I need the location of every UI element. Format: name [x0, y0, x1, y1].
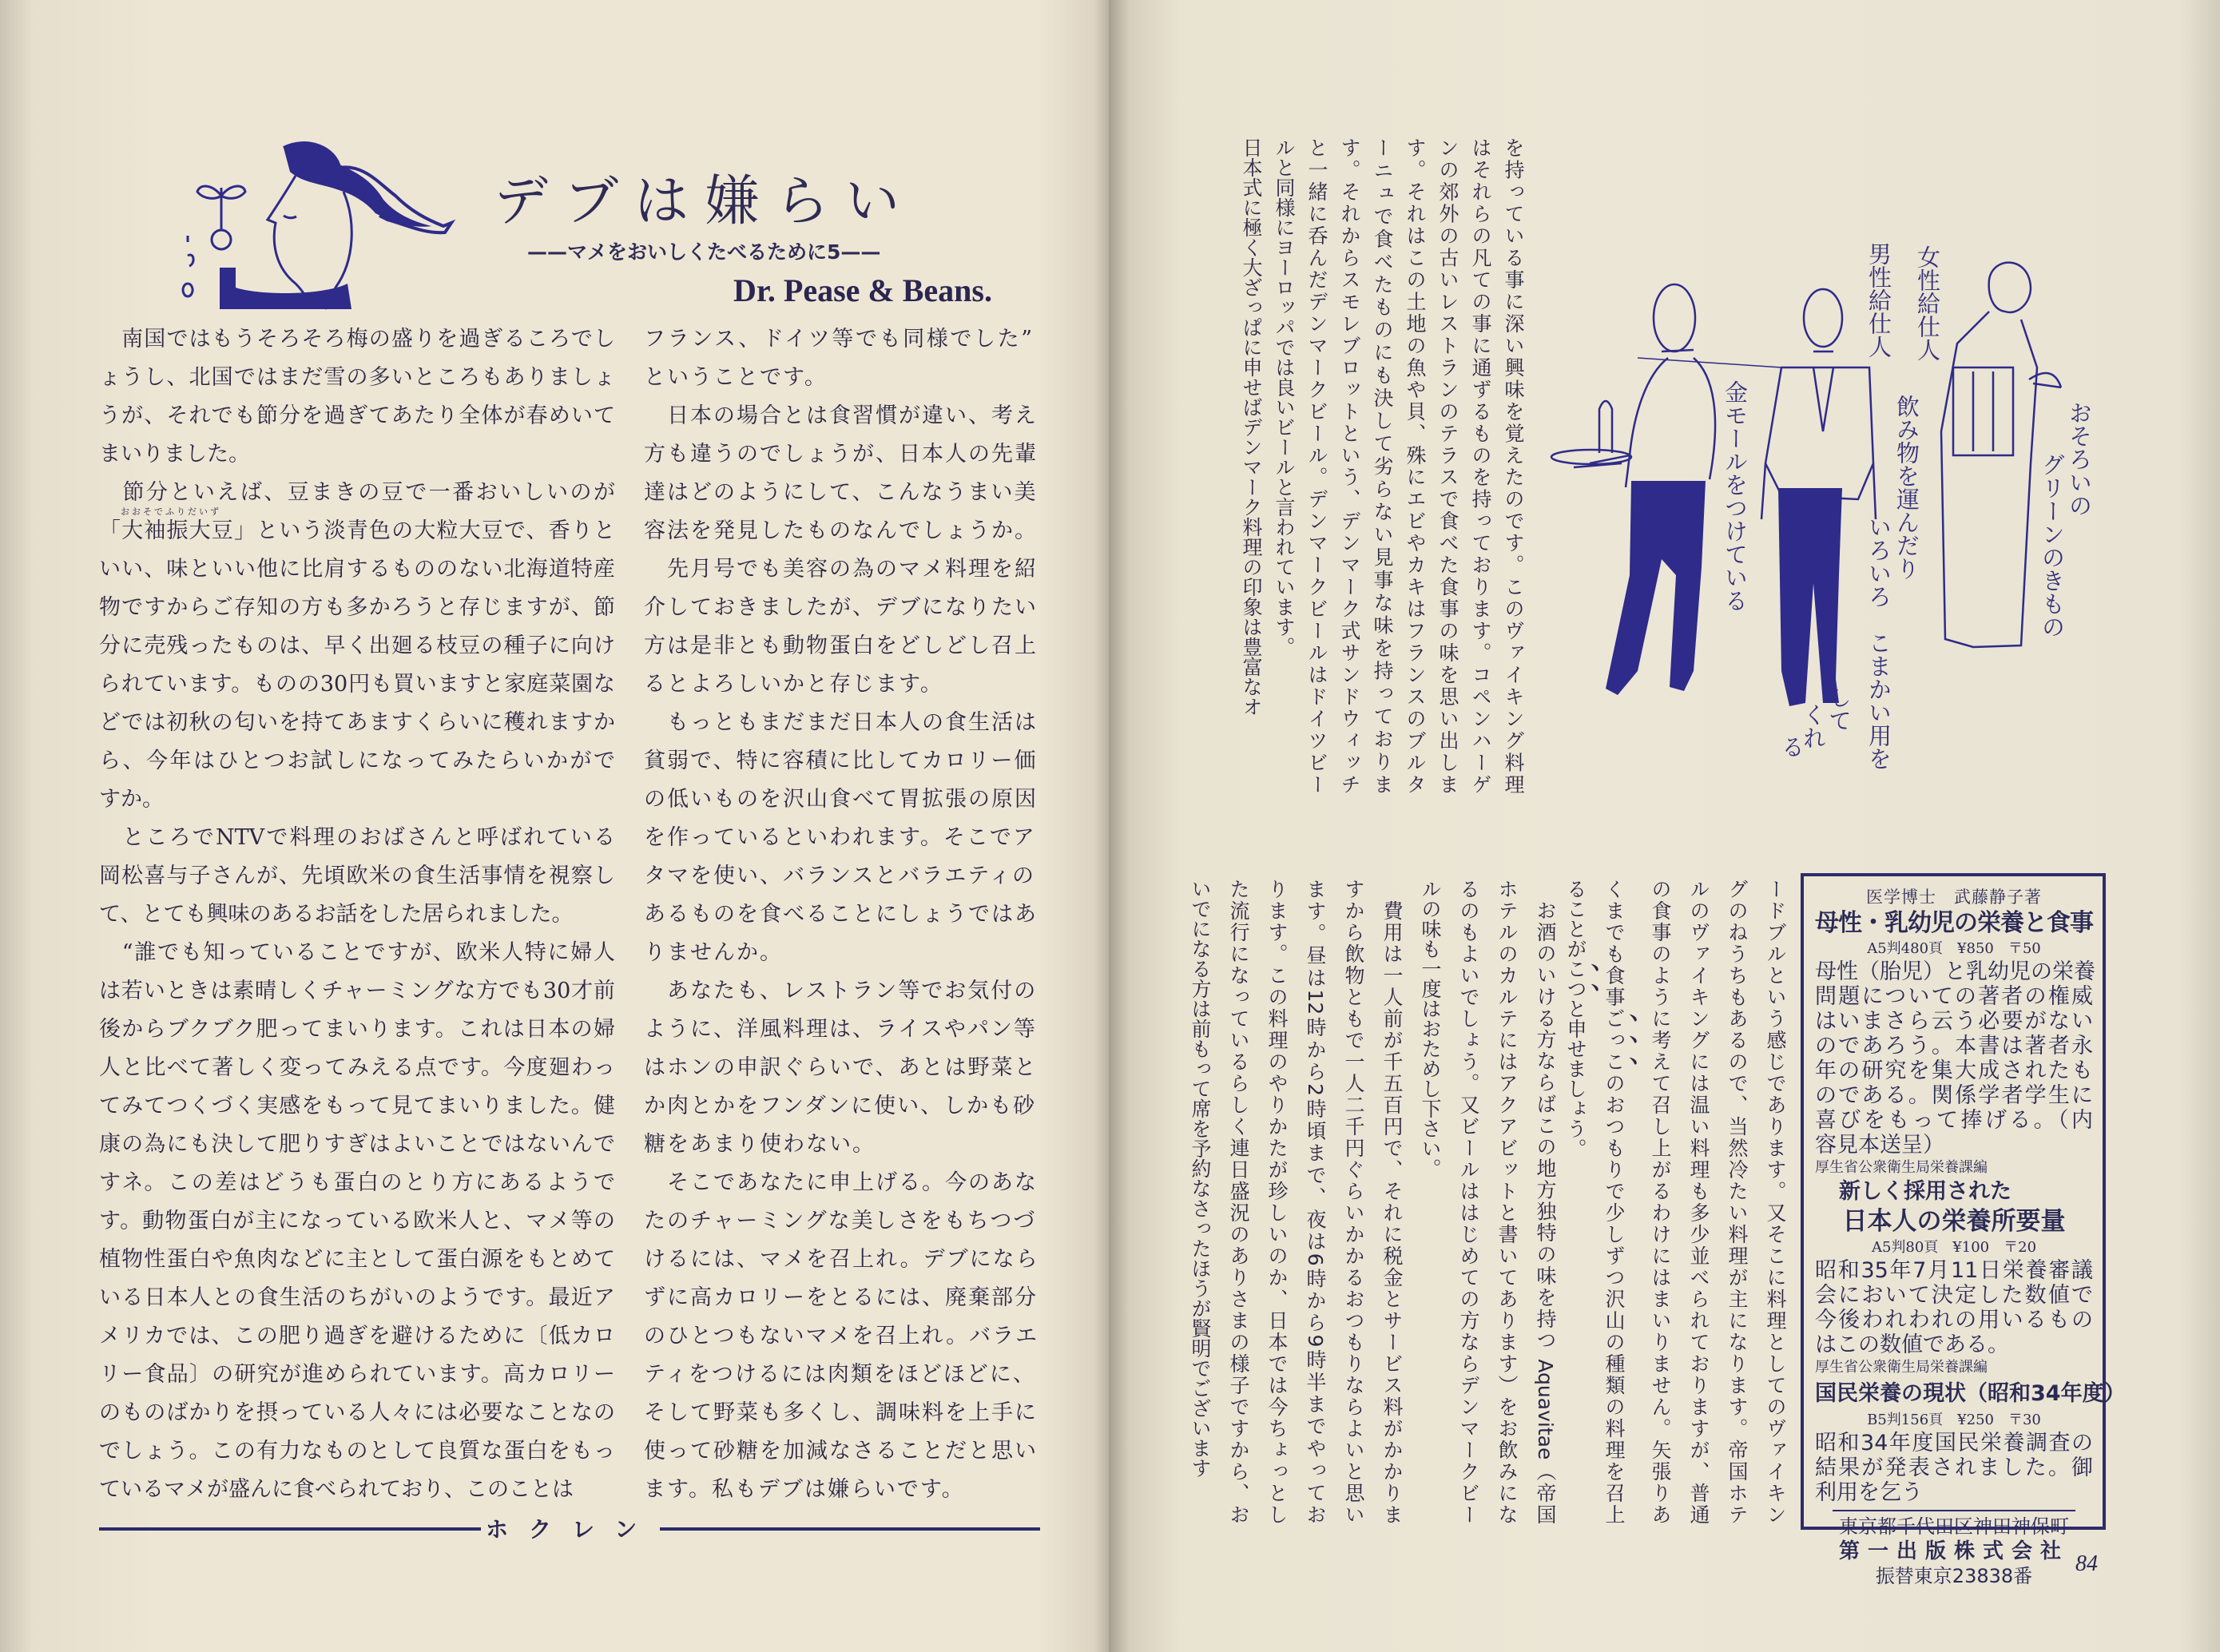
- ad-book1-title: 母性・乳幼児の栄養と食事: [1815, 909, 2093, 937]
- ad-book3-spec: B5判156頁 ¥250 〒30: [1867, 1412, 2041, 1428]
- caption-matching: おそろいの: [2066, 401, 2093, 517]
- text-column: を持っている事に深い興味を覚えたのです。このヴァイキング料理: [1502, 137, 1525, 794]
- text-column: ることがこつと申せましょう。: [1564, 879, 1587, 1158]
- text-column: ーニュで食べたものにも決して劣らない見事な味を持っておりま: [1371, 137, 1394, 794]
- text-line: るとよろしいかと存じます。: [644, 672, 943, 697]
- ad-text-line: 昭和35年7月11日栄養審議: [1815, 1258, 2093, 1283]
- text-column: ードブルという感じであります。又そこに料理としてのヴァイキン: [1764, 879, 1787, 1524]
- ad-text-line: 昭和34年度国民栄養調査の: [1815, 1431, 2093, 1455]
- text-line: すか。: [99, 787, 164, 812]
- caption-various-tasks: いろいろ こまかい用を: [1865, 515, 1892, 770]
- text-line: 先月号でも美容の為のマメ料理を紹: [644, 557, 1038, 582]
- text-line: 人と比べて著しく変ってみえる点です。今度廻わっ: [99, 1055, 615, 1080]
- ad-text-line: 年の研究を集大成されたも: [1815, 1058, 2093, 1083]
- waiter-trousers: [1778, 488, 1842, 706]
- ad-text-line: のである。関係学者学生に: [1815, 1083, 2093, 1108]
- text-line: ティをつけるには肉類をほどほどに、: [644, 1362, 1036, 1387]
- text-line: 節分といえば、豆まきの豆で一番おいしいのが: [99, 480, 615, 505]
- text-column: と一緒に呑んだデンマークビール。デンマークビールはドイツビー: [1305, 137, 1328, 794]
- text-line: 日本の場合とは食習慣が違い、考え: [644, 403, 1038, 428]
- ad-publisher: 第一出版株式会社: [1838, 1539, 2069, 1563]
- text-column-1: [99, 320, 615, 1509]
- text-line: 達はどのようにして、こんなうまい美: [644, 480, 1038, 505]
- ad-address: 東京都千代田区神田神保町: [1839, 1515, 2069, 1538]
- text-line: 康の為にも決して肥りすぎはよいことではないんで: [99, 1132, 615, 1157]
- ad-book2-title: 日本人の栄養所要量: [1842, 1207, 2066, 1236]
- text-line: ということです。: [644, 365, 828, 390]
- caption-carry-drinks: 飲み物を運んだり: [1893, 395, 1920, 580]
- text-line: どでは初秋の匂いを持てあますくらいに穫れますか: [99, 710, 615, 735]
- ad-book1-spec: A5判480頁 ¥850 〒50: [1867, 940, 2041, 957]
- text-line: フランス、ドイツ等でも同様でした”: [644, 327, 1034, 351]
- ad-book2-spec: A5判80頁 ¥100 〒20: [1871, 1239, 2037, 1256]
- text-line: す。動物蛋白が主になっている欧米人と、マメ等の: [99, 1209, 615, 1233]
- text-line: のものばかりを摂っている人々には必要なことなの: [99, 1400, 615, 1425]
- vertical-text-bottom: [1181, 879, 1794, 1524]
- ad-editor: 厚生省公衆衛生局栄養課編: [1815, 1359, 1988, 1376]
- vertical-text-top: [1235, 137, 1530, 794]
- text-line: 物ですからご存知の方も多かろうと存じますが、節: [99, 595, 615, 620]
- footer-sponsor: ホクレン: [486, 1516, 658, 1543]
- text-line: もっともまだまだ日本人の食生活は: [644, 710, 1038, 735]
- text-column: す。それからスモレブロットという、デンマーク式サンドウィッチ: [1338, 137, 1361, 794]
- text-column: くまでも食事ごっこのおつもりで少しずつ沢山の種類の料理を召上: [1602, 879, 1626, 1524]
- text-line: 方も違うのでしょうが、日本人の先輩: [644, 442, 1038, 467]
- ad-text-line: 容見本送呈）: [1815, 1133, 1944, 1158]
- text-line: の低いものを沢山食べて胃拡張の原因: [644, 787, 1038, 812]
- text-column: ホテルのカルテにはアクアビットと書いてあります）をお飲みにな: [1495, 879, 1519, 1524]
- text-column: ルのヴァイキングには温い料理も多少並べられておりますが、普通: [1687, 879, 1710, 1524]
- text-line: 「大袖振大豆」という淡青色の大粒大豆で、香りと: [99, 518, 615, 543]
- text-line: のひとつもないマメを召上れ。バラエ: [644, 1324, 1039, 1348]
- text-line: 南国ではもうそろそろ梅の盛りを過ぎるころでし: [99, 327, 615, 351]
- caption-shite: して: [1825, 685, 1853, 732]
- text-line: か肉とかをフンダンに使い、しかも砂: [644, 1094, 1037, 1118]
- text-line: タマを使い、バランスとバラエティの: [644, 864, 1036, 888]
- text-line: て、とても興味のあるお話をした居られました。: [99, 902, 574, 927]
- waiter-with-tray-drawing: [1551, 284, 1715, 487]
- text-line: ところでNTVで料理のおばさんと呼ばれている: [99, 825, 615, 850]
- caption-green-kimono: グリーンのきもの: [2039, 453, 2066, 638]
- text-column: ルの味も一度はおためし下さい。: [1419, 879, 1442, 1178]
- text-column: お酒のいける方ならばこの地方独特の味を持つ Aquavitae（帝国: [1534, 879, 1557, 1524]
- page-number: 84: [2075, 1551, 2098, 1576]
- text-line: 貧弱で、特に容積に比してカロリー価: [644, 749, 1038, 773]
- text-column: るのもよいでしょう。又ビールははじめての方ならデンマークビー: [1457, 879, 1480, 1524]
- ad-author: 医学博士 武藤静子著: [1866, 888, 2042, 907]
- waiter-trousers: [1606, 481, 1706, 695]
- text-column-2: [644, 320, 1039, 1509]
- text-line: すネ。この差はどうも蛋白のとり方にあるようで: [99, 1170, 615, 1195]
- text-column: た流行になっているらしく連日盛況のありさまの様子ですから、お: [1227, 879, 1250, 1524]
- text-line: を作っているといわれます。そこでア: [644, 825, 1036, 850]
- ad-text-line: のであろう。本書は著者永: [1815, 1034, 2093, 1058]
- text-line: は若いときは素晴しくチャーミングな方でも30才前: [99, 979, 615, 1003]
- article-author: Dr. Pease & Beans.: [733, 272, 992, 308]
- text-line: ら、今年はひとつお試しになってみたらいかがで: [99, 749, 615, 773]
- ruby-reading: おおそでふりだいず: [121, 506, 221, 517]
- text-line: でしょう。この有力なものとして良質な蛋白をもっ: [99, 1439, 615, 1463]
- ad-text-line: 会において決定した数値で: [1815, 1283, 2093, 1308]
- text-line: メリカでは、この肥り過ぎを避けるために〔低カロ: [99, 1324, 615, 1348]
- text-line: あなたも、レストラン等でお気付の: [644, 979, 1038, 1003]
- text-line: はホンの申訳ぐらいで、あとは野菜と: [644, 1055, 1038, 1080]
- ad-text-line: 利用を乞う: [1815, 1480, 1923, 1505]
- text-column: の食事のように考えて召し上がるわけにはまいりません。矢張りあ: [1649, 879, 1672, 1524]
- text-line: いい、味といい他に比肩するもののない北海道特産: [99, 557, 615, 582]
- caption-female-waiter: 女性給仕人: [1914, 245, 1941, 361]
- text-line: そして野菜も多くし、調味料を上手に: [644, 1400, 1038, 1425]
- text-column: すから飲物ともで一人二千円ぐらいかかるおつもりならよいと思い: [1342, 879, 1365, 1524]
- text-column: グのねうちもあるので、当然冷たい料理が主になります。帝国ホテ: [1726, 879, 1749, 1524]
- article-title: デブは嫌らい: [494, 170, 916, 233]
- text-column: ルと同様にヨーロッパでは良いビールと言われています。: [1273, 137, 1296, 657]
- waiters-illustration: [1542, 224, 2117, 783]
- text-line: そこであなたに申上げる。今のあな: [644, 1170, 1038, 1195]
- ad-text-line: はこの数値である。: [1815, 1332, 2009, 1357]
- handwritten-captions: [1722, 242, 2093, 770]
- ad-text-line: 母性（胎児）と乳幼児の栄養: [1815, 959, 2095, 984]
- text-line: りませんか。: [644, 940, 783, 965]
- text-line: 方は是非とも動物蛋白をどしどし召上: [644, 633, 1038, 658]
- text-column: はそれらの凡ての事に通ずるものを持っております。コペンハーゲ: [1469, 137, 1492, 794]
- text-column: ンの郊外の古いレストランのテラスで食べた食事の味を思い出しま: [1436, 137, 1459, 795]
- text-line: 介しておきましたが、デブになりたい: [644, 595, 1038, 620]
- text-line: ているマメが盛んに食べられており、このことは: [99, 1477, 574, 1502]
- ad-book2-description: [1815, 1258, 2093, 1357]
- text-line: ように、洋風料理は、ライスやパン等: [644, 1017, 1037, 1042]
- ad-text-line: 喜びをもって捧げる。（内: [1815, 1108, 2093, 1133]
- text-line: 糖をあまり使わない。: [644, 1132, 876, 1157]
- ad-book1-description: [1815, 959, 2093, 1158]
- ad-text-line: 問題についての著者の権威: [1815, 984, 2093, 1009]
- text-line: ずに高カロリーをとるには、廃棄部分: [644, 1285, 1038, 1310]
- emphasized-word: ごっこ: [1602, 1008, 1626, 1073]
- text-line-with-ruby: [99, 506, 615, 550]
- ad-account: 振替東京23838番: [1875, 1565, 2033, 1587]
- text-line: いる日本人との食生活のちがいのようです。最近ア: [99, 1285, 615, 1310]
- emphasized-word: こつ: [1564, 959, 1587, 999]
- text-column: ります。この料理のやりかたが珍しいのか、日本では今ちょっとし: [1265, 879, 1289, 1524]
- woman-with-sprout-illustration: [156, 140, 459, 312]
- text-line: リー食品〕の研究が進められています。高カロリー: [99, 1362, 615, 1387]
- text-line: まいりました。: [99, 442, 250, 467]
- ad-book3-title: 国民栄養の現状（昭和34年度）: [1815, 1381, 2126, 1406]
- text-line: 使って砂糖を加減なさることだと思い: [644, 1439, 1038, 1463]
- footer-rule: [99, 1527, 481, 1531]
- ad-text-line: はいまさら云う必要がない: [1815, 1009, 2093, 1034]
- text-column: いでになる方は前もって席を予約なさったほうが賢明でございます: [1189, 879, 1212, 1478]
- text-line: あるものを食べることにしょうではあ: [644, 902, 1038, 927]
- caption-male-waiter: 男性給仕人: [1865, 242, 1892, 358]
- text-line: 分に売残ったものは、早く出廻る枝豆の種子に向け: [99, 633, 615, 658]
- ad-book3-description: [1815, 1431, 2093, 1505]
- text-line: 植物性蛋白や魚肉などに主として蛋白源をもとめて: [99, 1247, 615, 1272]
- footer-rule: [660, 1527, 1040, 1531]
- text-line: 岡松喜与子さんが、先頃欧米の食生活事情を視察し: [99, 864, 615, 888]
- text-line: たのチャーミングな美しさをもちつづ: [644, 1209, 1037, 1233]
- ad-editor: 厚生省公衆衛生局栄養課編: [1815, 1159, 1988, 1176]
- ad-book2-pretitle: 新しく採用された: [1839, 1179, 2012, 1204]
- text-line: うが、それでも節分を過ぎてあたり全体が春めいて: [99, 403, 615, 428]
- text-line: てみてつくづく実感をもって見てまいりました。健: [99, 1094, 615, 1118]
- text-line: “誰でも知っていることですが、欧米人特に婦人: [99, 940, 615, 965]
- caption-kure: くれ: [1800, 703, 1827, 749]
- text-line: ます。私もデブは嫌らいです。: [644, 1477, 965, 1502]
- text-column: ます。昼は12時から2時頃まで、夜は6時から9時半までやってお: [1304, 879, 1327, 1524]
- text-column: 日本式に極く大ざっぱに申せばデンマーク料理の印象は豊富なオ: [1240, 137, 1263, 717]
- text-line: ょうし、北国ではまだ雪の多いところもありましょ: [99, 365, 615, 390]
- ad-text-line: 結果が発表されました。御: [1815, 1455, 2093, 1480]
- text-line: 容法を発見したものなんでしょうか。: [644, 518, 1038, 543]
- caption-ru: る: [1778, 735, 1805, 758]
- text-line: けるには、マメを召上れ。デブになら: [644, 1247, 1039, 1272]
- left-page: [0, 0, 1109, 1652]
- text-line: られています。ものの30円も買いますと家庭菜園な: [99, 672, 615, 697]
- caption-gold-braid: 金モールをつけている: [1722, 380, 1749, 612]
- article-subtitle: ——マメをおいしくたべるために5——: [527, 240, 881, 264]
- text-column: す。それはこの土地の魚や貝、殊にエビやカキはフランスのブルタ: [1404, 137, 1427, 794]
- text-line: 後からブクブク肥ってまいります。これは日本の婦: [99, 1017, 615, 1042]
- ad-divider: [1833, 1510, 2075, 1511]
- text-column: 費用は一人前が千五百円で、それに税金とサービス料がかかりま: [1380, 879, 1404, 1524]
- ad-text-line: 今後われわれの用いるもの: [1815, 1308, 2093, 1332]
